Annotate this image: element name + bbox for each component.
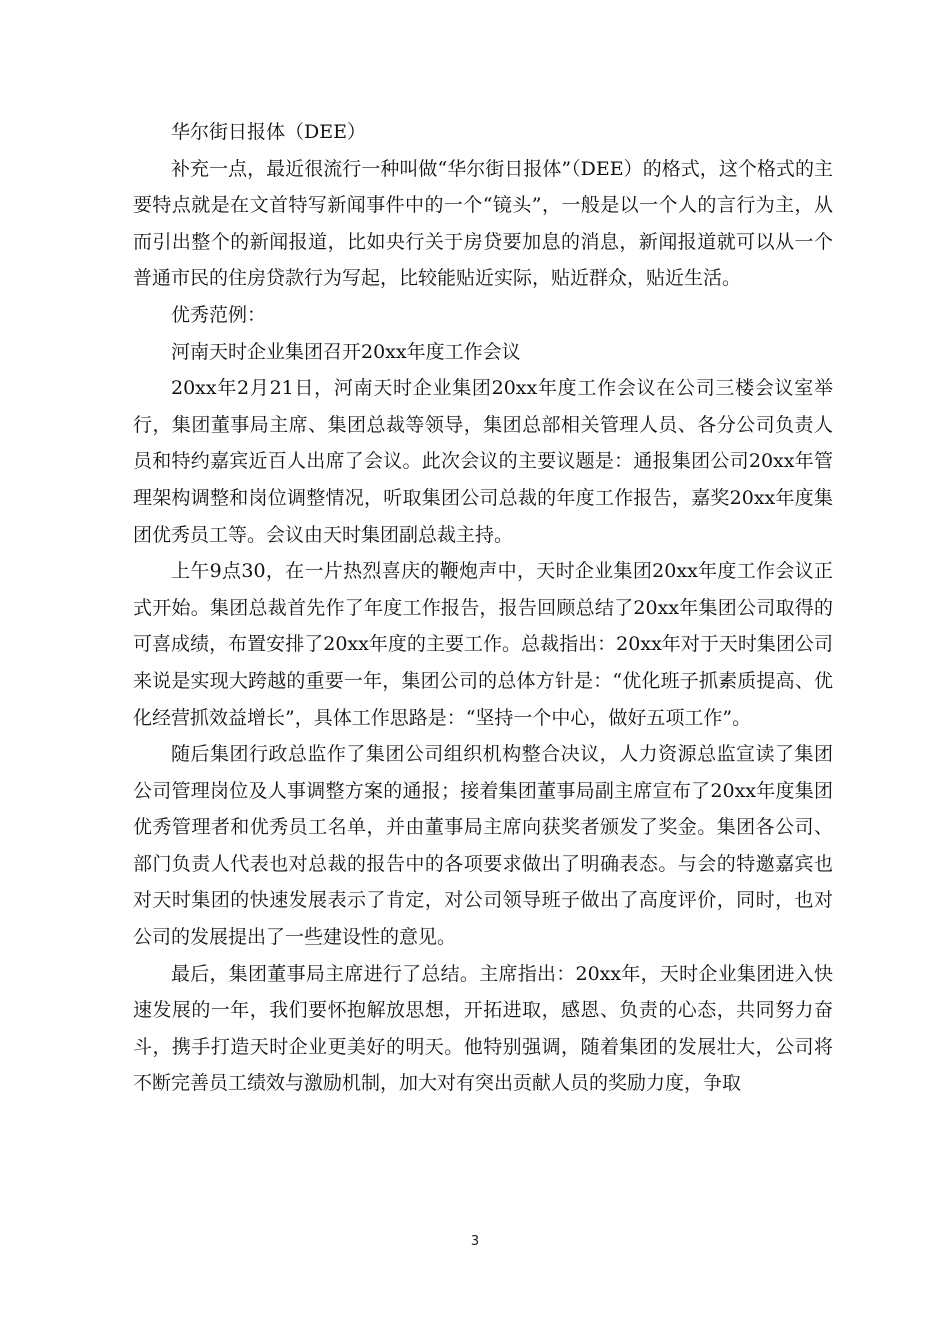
body-paragraph: 20xx年2月21日，河南天时企业集团20xx年度工作会议在公司三楼会议室举行，集团董事局主席、集团总裁等领导，集团总部相关管理人员、各分公司负责人员和特约嘉宾近百人出席了会议。此次会议的主要议题是：通报集团公司20xx年管理架构调整和岗位调整情况，听取集团公司总裁的年度工作报告，嘉奖20xx年度集团优秀员工等。会议由天时集团副总裁主持。 xyxy=(133,377,833,546)
page-number: 3 xyxy=(470,1234,480,1249)
example-label: 优秀范例： xyxy=(171,303,267,326)
body-paragraph: 随后集团行政总监作了集团公司组织机构整合决议，人力资源总监宣读了集团公司管理岗位及人事调整方案的通报；接着集团董事局副主席宣布了20xx年度集团优秀管理者和优秀员工名单，并由董事局主席向获奖者颁发了奖金。集团各公司、部门负责人代表也对总裁的报告中的各项要求做出了明确表态。与会的特邀嘉宾也对天时集团的快速发展表示了肯定，对公司领导班子做出了高度评价，同时，也对公司的发展提出了一些建设性的意见。 xyxy=(133,743,833,949)
example-title: 河南天时企业集团召开20xx年度工作会议 xyxy=(171,340,521,363)
section-heading: 华尔街日报体（DEE） xyxy=(171,121,366,143)
body-paragraph: 最后，集团董事局主席进行了总结。主席指出：20xx年，天时企业集团进入快速发展的一年，我们要怀抱解放思想，开拓进取，感恩、负责的心态，共同努力奋斗，携手打造天时企业更美好的明天。他特别强调，随着集团的发展壮大，公司将不断完善员工绩效与激励机制，加大对有突出贡献人员的奖励力度，争取 xyxy=(133,962,833,1095)
document-body xyxy=(133,114,833,1102)
body-paragraph: 上午9点30，在一片热烈喜庆的鞭炮声中，天时企业集团20xx年度工作会议正式开始。集团总裁首先作了年度工作报告，报告回顾总结了20xx年集团公司取得的可喜成绩，布置安排了20xx年度的主要工作。总裁指出：20xx年对于天时集团公司来说是实现大跨越的重要一年，集团公司的总体方针是：“优化班子抓素质提高、优化经营抓效益增长”，具体工作思路是：“坚持一个中心，做好五项工作”。 xyxy=(133,560,833,729)
body-paragraph: 补充一点，最近很流行一种叫做“华尔街日报体”（DEE）的格式，这个格式的主要特点就是在文首特写新闻事件中的一个“镜头”，一般是以一个人的言行为主，从而引出整个的新闻报道，比如央行关于房贷要加息的消息，新闻报道就可以从一个普通市民的住房贷款行为写起，比较能贴近实际，贴近群众，贴近生活。 xyxy=(133,157,833,290)
